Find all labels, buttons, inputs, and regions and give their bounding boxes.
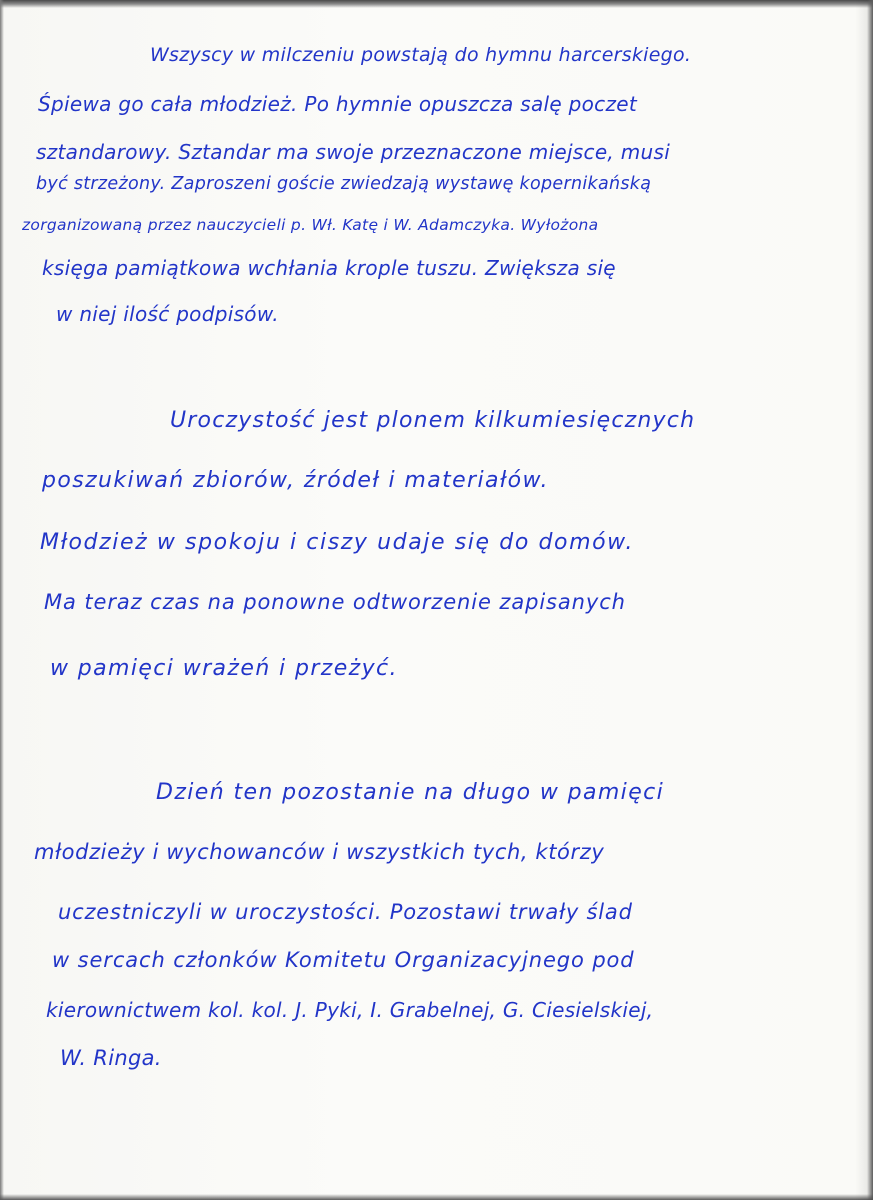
paragraph-1-line-5: zorganizowaną przez nauczycieli p. Wł. Katę i W. Adamczyka. Wyłożona xyxy=(22,216,599,234)
paragraph-1-line-4: być strzeżony. Zaproszeni goście zwiedzają wystawę kopernikańską xyxy=(36,174,652,194)
paragraph-1-line-1: Wszyscy w milczeniu powstają do hymnu harcerskiego. xyxy=(150,44,692,66)
paragraph-3-line-6: W. Ringa. xyxy=(60,1046,162,1070)
page-bottom-edge xyxy=(0,1194,873,1200)
page-left-edge xyxy=(0,0,4,1200)
paragraph-3-line-3: uczestniczyli w uroczystości. Pozostawi trwały ślad xyxy=(58,900,633,924)
paragraph-3-line-1: Dzień ten pozostanie na długo w pamięci xyxy=(156,780,665,805)
paragraph-2-line-5: w pamięci wrażeń i przeżyć. xyxy=(50,656,398,681)
paragraph-1-line-6: księga pamiątkowa wchłania krople tuszu. Zwiększa się xyxy=(42,256,616,280)
paragraph-2-line-2: poszukiwań zbiorów, źródeł i materiałów. xyxy=(42,468,549,493)
paragraph-3-line-5: kierownictwem kol. kol. J. Pyki, I. Grabelnej, G. Ciesielskiej, xyxy=(46,998,654,1022)
paragraph-3-line-4: w sercach członków Komitetu Organizacyjnego pod xyxy=(52,948,635,972)
paragraph-2-line-1: Uroczystość jest plonem kilkumiesięcznych xyxy=(170,408,696,433)
page-right-edge xyxy=(867,0,873,1200)
paragraph-1-line-2: Śpiewa go cała młodzież. Po hymnie opuszcza salę poczet xyxy=(38,92,637,116)
paragraph-2-line-4: Ma teraz czas na ponowne odtworzenie zapisanych xyxy=(44,590,626,614)
paragraph-1-line-3: sztandarowy. Sztandar ma swoje przeznaczone miejsce, musi xyxy=(36,140,671,164)
page-top-edge xyxy=(0,0,873,8)
paragraph-2-line-3: Młodzież w spokoju i ciszy udaje się do domów. xyxy=(40,530,634,555)
paragraph-1-line-7: w niej ilość podpisów. xyxy=(56,302,279,326)
paragraph-3-line-2: młodzieży i wychowanców i wszystkich tych, którzy xyxy=(34,840,605,864)
